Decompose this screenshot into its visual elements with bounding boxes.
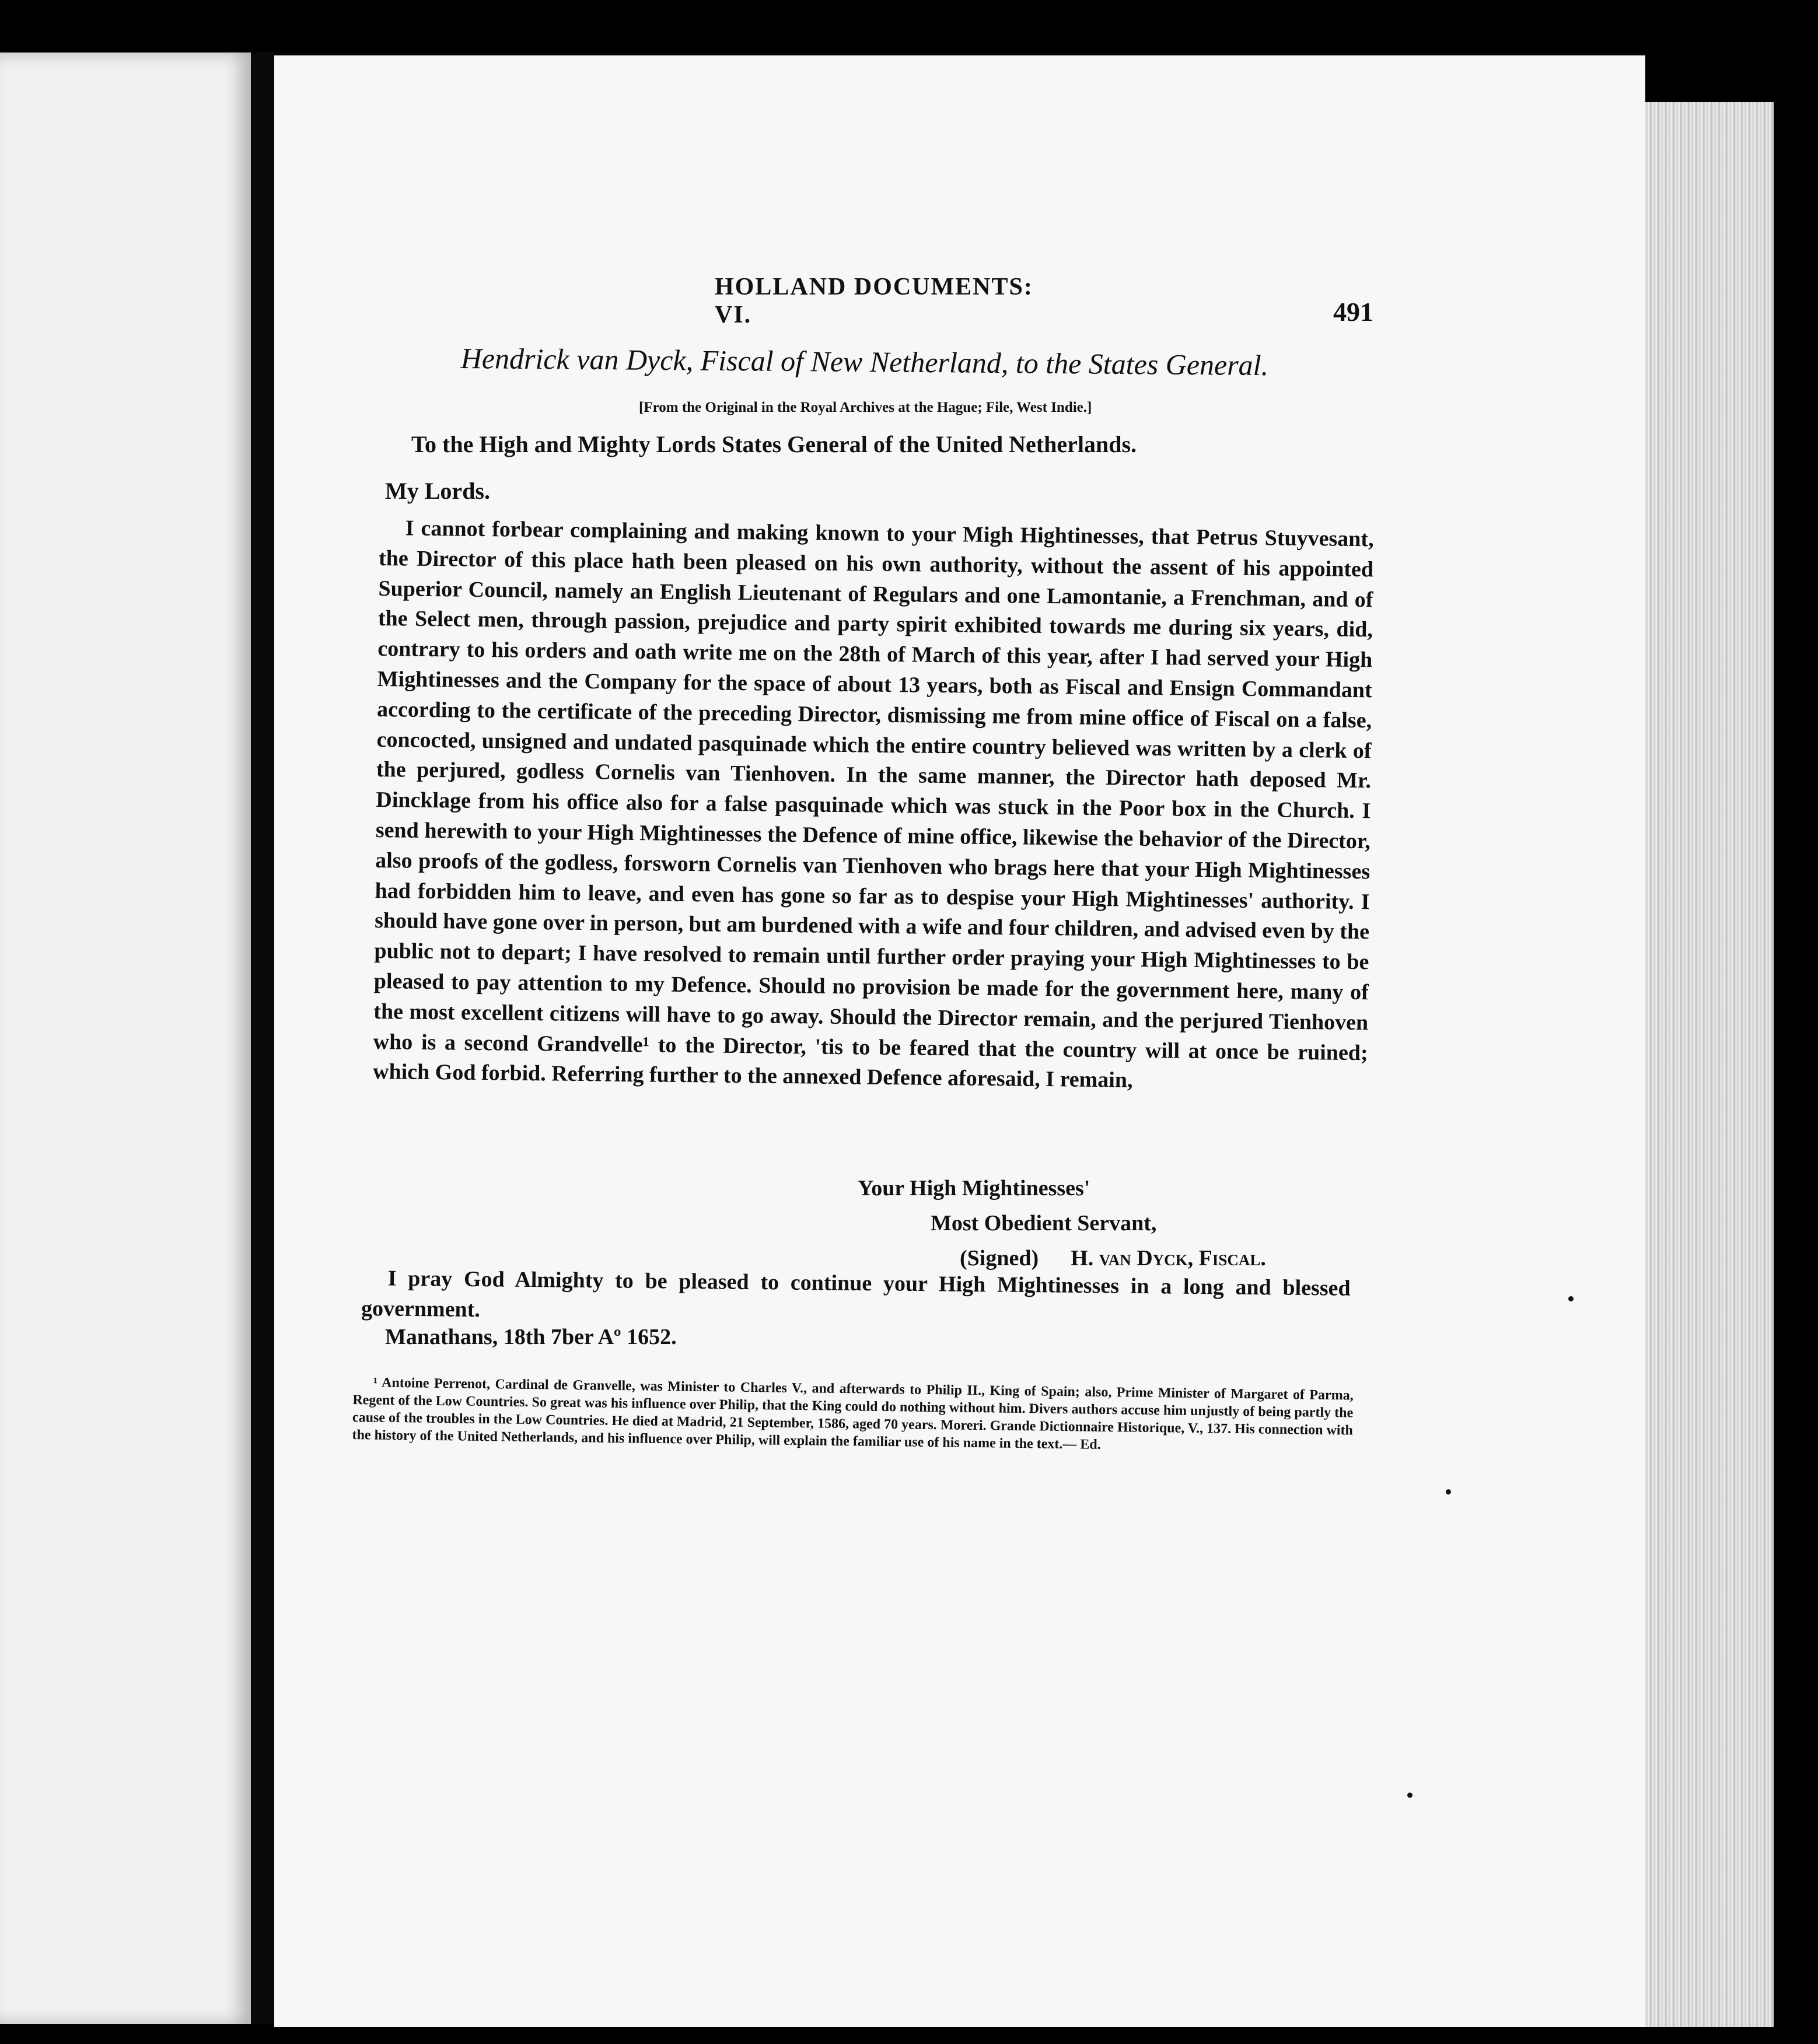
signature-block xyxy=(960,1245,1266,1271)
closing-line: Your High Mightinesses' xyxy=(858,1176,1090,1200)
signature-name: H. van Dyck, Fiscal. xyxy=(1071,1246,1266,1270)
letter-body: I cannot forbear complaining and making known to your Migh Hightinesses, that Petrus Stuyvesant, the Director of this place hath been pleased on his own authority, without the assent of his appointed Superior Council, namely an English Lieutenant of Regulars and one Lamontanie, a Frenchman, and of the Select men, through passion, prejudice and party spirit exhibited towards me during six years, did, contrary to his orders and oath write me on the 28th of March of this year, after I had served your High Mightinesses and the Company for the space of about 13 years, both as Fiscal and Ensign Commandant according to the certificate of the preceding Director, dismissing me from mine office of Fiscal on a false, concocted, unsigned and undated pasquinade which the entire country believed was written by a clerk of the perjured, godless Cornelis van Tienhoven. In the same manner, the Director hath deposed Mr. Dincklage from his office also for a false pasquinade which was stuck in the Poor box in the Church. I send herewith to your High Mightinesses the Defence of mine office, likewise the behavior of the Director, also proofs of the godless, forsworn Cornelis van Tienhoven who brags here that your High Mightinesses had forbidden him to leave, and even has gone so far as to despise your High Mightinesses' authority. I should have gone over in person, but am burdened with a wife and four children, and advised even by the public not to depart; I have resolved to remain until further order praying your High Mightinesses to be pleased to pay attention to my Defence. Should no provision be made for the government here, many of the most excellent citizens will have to go away. Should the Director remain, and the perjured Tienhoven who is a second Grandvelle¹ to the Director, 'tis to be feared that the country will at once be ruined; which God forbid. Referring further to the annexed Defence aforesaid, I remain, xyxy=(372,516,1374,1093)
servant-line: Most Obedient Servant, xyxy=(931,1211,1157,1236)
source-note: [From the Original in the Royal Archives at the Hague; File, West Indie.] xyxy=(639,400,1092,415)
book-gutter xyxy=(251,52,274,2024)
page-edges xyxy=(1645,102,1774,2027)
signed-label: (Signed) xyxy=(960,1246,1039,1270)
document-title: Hendrick van Dyck, Fiscal of New Netherland, to the States General. xyxy=(460,341,1269,382)
postscript-prayer: I pray God Almighty to be pleased to continue your High Mightinesses in a long and blessed government. xyxy=(361,1266,1351,1322)
addressee-line: To the High and Mighty Lords States General of the United Netherlands. xyxy=(411,431,1137,457)
page-number: 491 xyxy=(1333,297,1373,327)
dateline: Manathans, 18th 7ber Aº 1652. xyxy=(385,1325,677,1349)
speck xyxy=(1446,1489,1451,1494)
salutation: My Lords. xyxy=(385,478,490,504)
speck xyxy=(1407,1793,1413,1798)
facing-page xyxy=(0,52,251,2024)
running-header: HOLLAND DOCUMENTS: VI. xyxy=(715,274,1033,328)
footnote: ¹ Antoine Perrenot, Cardinal de Granvelle, was Minister to Charles V., and afterwards to Philip II., King of Spain; also, Prime Minister of Margaret of Parma, Regent of the Low Countries. So great was his influence over Philip, that the King could do nothing without him. Divers authors accuse him unjustly of being partly the cause of the troubles in the Low Countries. He died at Madrid, 21 September, 1586, aged 70 years. Moreri. Grande Dictionnaire Historique, V., 137. His connection with the history of the United Netherlands, and his influence over Philip, will explain the familiar use of his name in the text.— Ed. xyxy=(352,1375,1354,1452)
speck xyxy=(1568,1296,1574,1301)
